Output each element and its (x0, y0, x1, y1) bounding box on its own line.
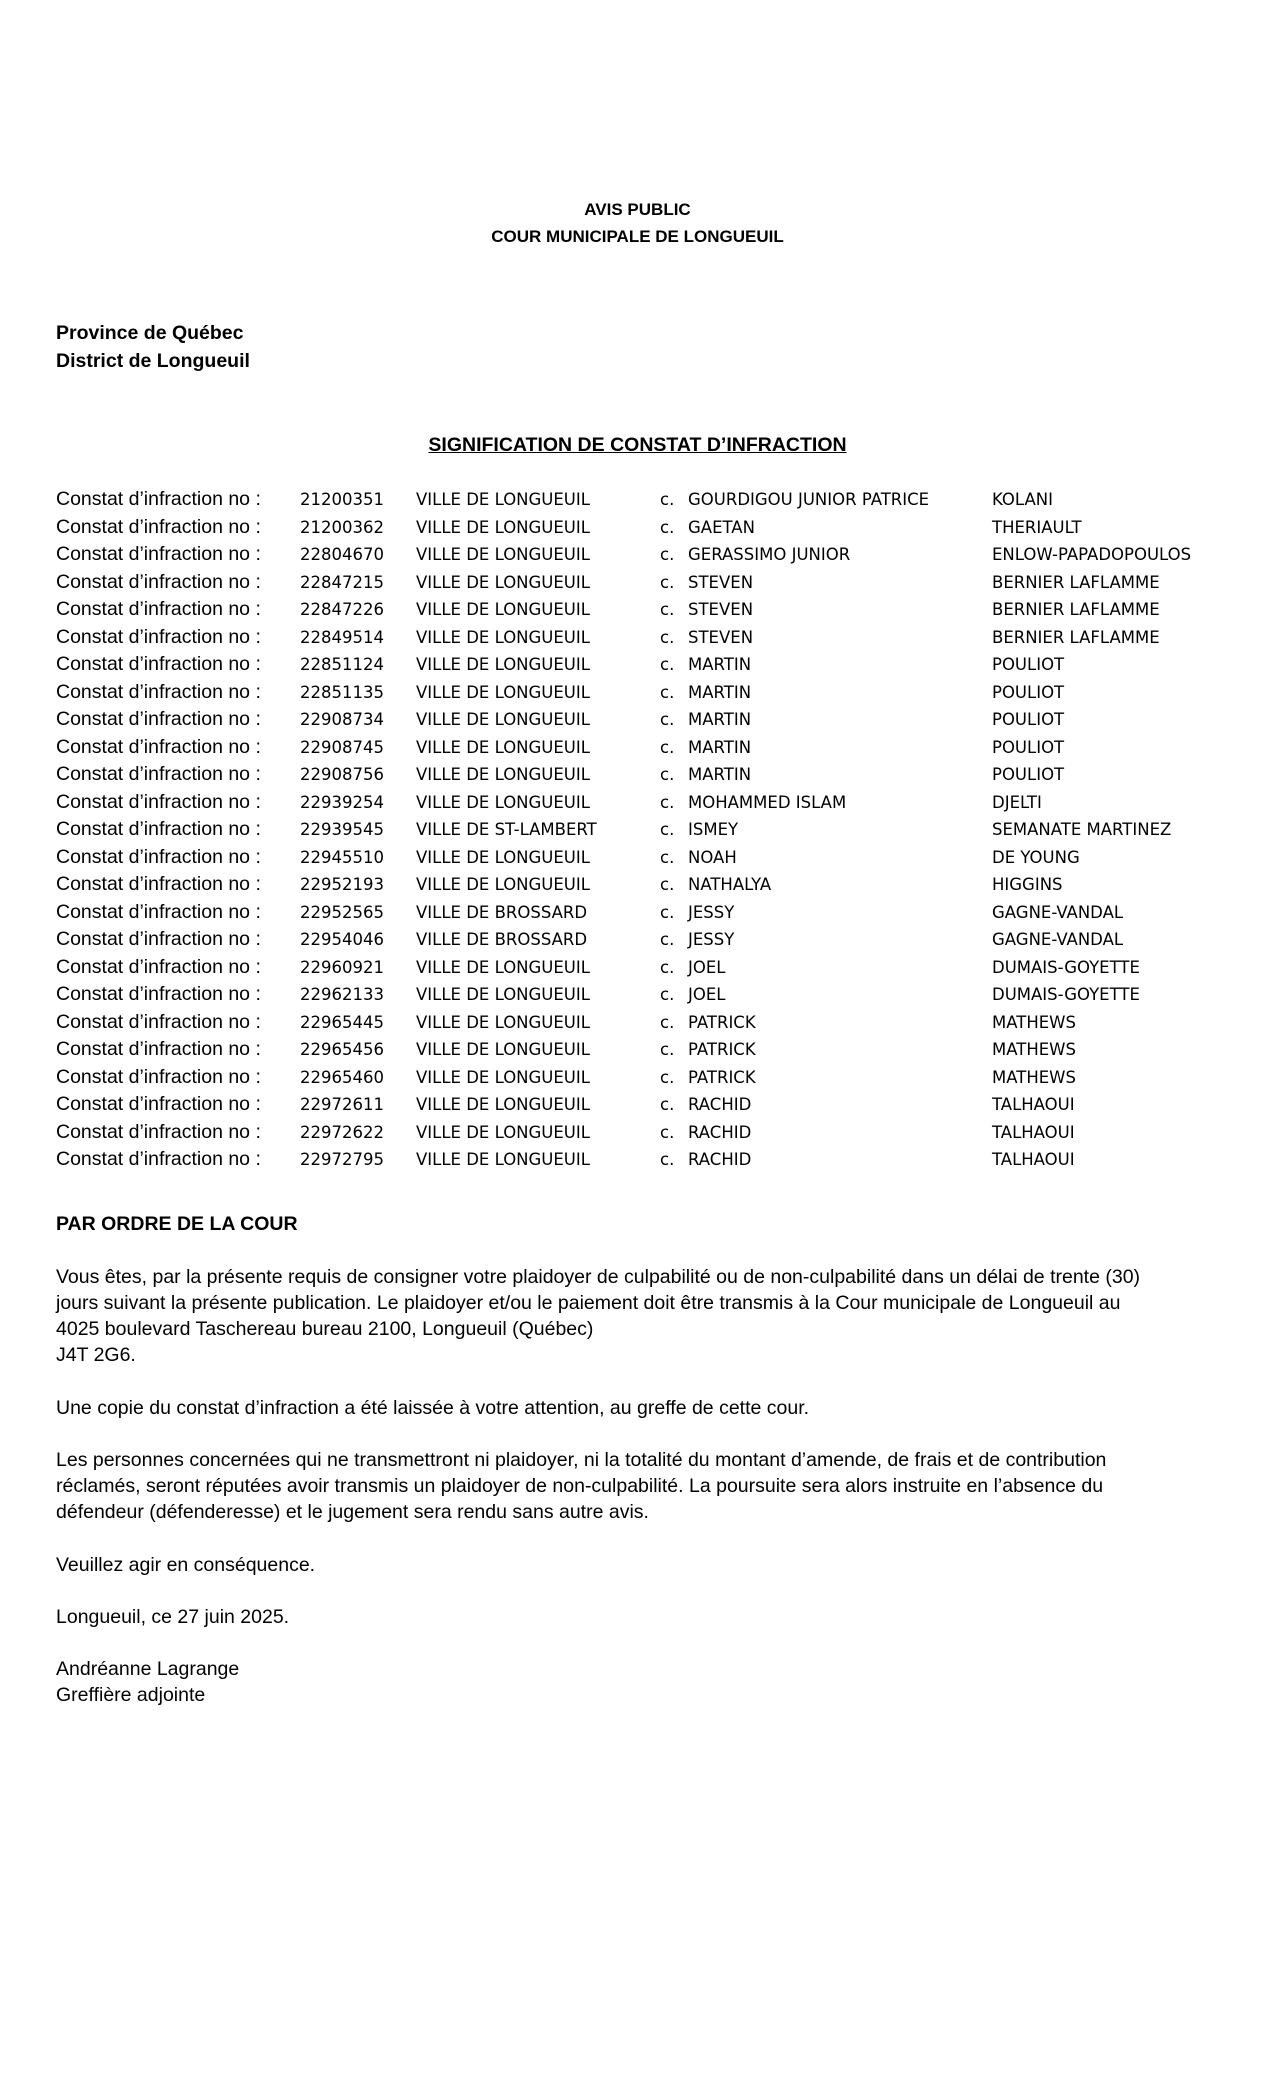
row-label: Constat d’infraction no : (56, 1010, 261, 1033)
defendant-last-name: MATHEWS (992, 1067, 1076, 1087)
defendant-first-name: MOHAMMED ISLAM (688, 792, 847, 812)
constat-number: 22849514 (300, 627, 384, 647)
paragraph-default-plea (56, 1447, 1226, 1525)
defendant-first-name: RACHID (688, 1150, 752, 1169)
plaintiff-city: VILLE DE LONGUEUIL (416, 1067, 590, 1087)
row-label: Constat d’infraction no : (56, 955, 261, 978)
versus-label: c. (660, 902, 675, 922)
plaintiff-city: VILLE DE ST-LAMBERT (416, 820, 597, 839)
versus-label: c. (660, 1067, 675, 1087)
versus-label: c. (660, 875, 675, 894)
plaintiff-city: VILLE DE LONGUEUIL (416, 600, 590, 619)
defendant-first-name: STEVEN (688, 600, 754, 619)
paragraph-copy-notice: Une copie du constat d’infraction a été laissée à votre attention, au greffe de cette cour. (56, 1397, 810, 1419)
versus-label: c. (660, 710, 675, 729)
constat-number: 22962133 (300, 985, 384, 1004)
versus-label: c. (660, 1122, 675, 1142)
plaintiff-city: VILLE DE LONGUEUIL (416, 545, 590, 564)
paragraph-line: jours suivant la présente publication. Le plaidoyer et/ou le paiement doit être transmis à la Cour municipale de Longueuil au (56, 1292, 1121, 1314)
constat-number: 22847226 (300, 600, 384, 619)
constat-number: 22952565 (300, 902, 384, 922)
plaintiff-city: VILLE DE LONGUEUIL (416, 847, 590, 867)
versus-label: c. (660, 572, 675, 592)
defendant-first-name: GOURDIGOU JUNIOR PATRICE (688, 490, 930, 509)
defendant-last-name: TALHAOUI (992, 1122, 1075, 1142)
defendant-last-name: POULIOT (992, 737, 1065, 757)
signatory-name: Andréanne Lagrange (56, 1658, 240, 1680)
paragraph-line: J4T 2G6. (56, 1344, 136, 1366)
paragraph-act-accordingly: Veuillez agir en conséquence. (56, 1554, 316, 1576)
row-label: Constat d’infraction no : (56, 570, 261, 593)
plaintiff-city: VILLE DE LONGUEUIL (416, 682, 590, 702)
defendant-last-name: BERNIER LAFLAMME (992, 600, 1160, 619)
defendant-last-name: MATHEWS (992, 1040, 1076, 1059)
constat-number: 22908756 (300, 765, 384, 784)
paragraph-line: Les personnes concernées qui ne transmettront ni plaidoyer, ni la totalité du montant d’amende, de frais et de contribution (56, 1449, 1107, 1471)
versus-label: c. (660, 682, 675, 702)
constat-number: 22965456 (300, 1040, 384, 1059)
defendant-first-name: STEVEN (688, 627, 754, 647)
row-label: Constat d’infraction no : (56, 680, 261, 703)
versus-label: c. (660, 627, 675, 647)
constat-number: 22908745 (300, 737, 384, 757)
paragraph-line: 4025 boulevard Taschereau bureau 2100, Longueuil (Québec) (56, 1318, 594, 1340)
paragraph-line: Vous êtes, par la présente requis de consigner votre plaidoyer de culpabilité ou de non-culpabilité dans un délai de trente (30) (56, 1266, 1141, 1288)
constat-number: 22939545 (300, 820, 384, 839)
plaintiff-city: VILLE DE LONGUEUIL (416, 1040, 590, 1059)
plaintiff-city: VILLE DE LONGUEUIL (416, 572, 590, 592)
constat-number: 22972622 (300, 1122, 384, 1142)
paragraph-line: réclamés, seront réputées avoir transmis un plaidoyer de non-culpabilité. La poursuite sera alors instruite en l’absence du (56, 1475, 1104, 1497)
plaintiff-city: VILLE DE LONGUEUIL (416, 985, 590, 1004)
defendant-first-name: RACHID (688, 1095, 752, 1114)
row-label: Constat d’infraction no : (56, 488, 261, 510)
constat-number: 22851124 (300, 655, 384, 674)
defendant-last-name: HIGGINS (992, 875, 1063, 894)
infraction-row (0, 1011, 1275, 1039)
defendant-last-name: GAGNE-VANDAL (992, 902, 1124, 922)
defendant-last-name: DUMAIS-GOYETTE (992, 957, 1140, 977)
defendant-last-name: POULIOT (992, 710, 1065, 729)
defendant-first-name: MARTIN (688, 682, 752, 702)
plaintiff-city: VILLE DE LONGUEUIL (416, 627, 590, 647)
defendant-last-name: TALHAOUI (992, 1095, 1075, 1114)
plaintiff-city: VILLE DE BROSSARD (416, 930, 588, 949)
defendant-first-name: JESSY (688, 930, 735, 949)
infraction-row (0, 516, 1275, 544)
row-label: Constat d’infraction no : (56, 763, 261, 785)
defendant-last-name: TALHAOUI (992, 1150, 1075, 1169)
plaintiff-city: VILLE DE LONGUEUIL (416, 875, 590, 894)
row-label: Constat d’infraction no : (56, 625, 261, 648)
constat-number: 22960921 (300, 957, 384, 977)
constat-number: 22847215 (300, 572, 384, 592)
defendant-first-name: MARTIN (688, 765, 752, 784)
defendant-first-name: PATRICK (688, 1012, 756, 1032)
versus-label: c. (660, 765, 675, 784)
defendant-last-name: GAGNE-VANDAL (992, 930, 1124, 949)
plaintiff-city: VILLE DE LONGUEUIL (416, 1150, 590, 1169)
defendant-first-name: PATRICK (688, 1067, 756, 1087)
versus-label: c. (660, 985, 675, 1004)
place-and-date: Longueuil, ce 27 juin 2025. (56, 1606, 290, 1628)
versus-label: c. (660, 1150, 675, 1169)
order-title: PAR ORDRE DE LA COUR (56, 1213, 298, 1235)
infraction-row (0, 1093, 1275, 1121)
infraction-row (0, 1121, 1275, 1149)
constat-number: 22965460 (300, 1067, 384, 1087)
defendant-first-name: ISMEY (688, 820, 739, 839)
infraction-row (0, 708, 1275, 736)
versus-label: c. (660, 930, 675, 949)
constat-number: 22939254 (300, 792, 384, 812)
row-label: Constat d’infraction no : (56, 983, 261, 1005)
defendant-first-name: MARTIN (688, 737, 752, 757)
row-label: Constat d’infraction no : (56, 543, 261, 565)
defendant-first-name: JOEL (688, 985, 726, 1004)
infraction-row (0, 653, 1275, 681)
row-label: Constat d’infraction no : (56, 735, 261, 758)
constat-number: 21200351 (300, 490, 384, 509)
notice-title: AVIS PUBLIC (584, 200, 691, 219)
row-label: Constat d’infraction no : (56, 928, 261, 950)
plaintiff-city: VILLE DE LONGUEUIL (416, 792, 590, 812)
defendant-last-name: MATHEWS (992, 1012, 1076, 1032)
defendant-last-name: KOLANI (992, 490, 1053, 509)
infraction-row (0, 873, 1275, 901)
defendant-last-name: ENLOW-PAPADOPOULOS (992, 545, 1192, 564)
infraction-row (0, 846, 1275, 874)
constat-number: 21200362 (300, 517, 384, 537)
defendant-last-name: THERIAULT (992, 517, 1082, 537)
versus-label: c. (660, 737, 675, 757)
defendant-first-name: STEVEN (688, 572, 754, 592)
infraction-row (0, 681, 1275, 709)
infraction-row (0, 763, 1275, 791)
versus-label: c. (660, 545, 675, 564)
signature-block (56, 1656, 1226, 1708)
row-label: Constat d’infraction no : (56, 1120, 261, 1143)
versus-label: c. (660, 847, 675, 867)
row-label: Constat d’infraction no : (56, 900, 261, 923)
constat-number: 22945510 (300, 847, 384, 867)
paragraph-line: défendeur (défenderesse) et le jugement sera rendu sans autre avis. (56, 1501, 649, 1523)
defendant-first-name: MARTIN (688, 655, 752, 674)
province-label: Province de Québec (56, 322, 244, 344)
infraction-row (0, 736, 1275, 764)
constat-number: 22851135 (300, 682, 384, 702)
row-label: Constat d’infraction no : (56, 790, 261, 813)
defendant-first-name: JOEL (688, 957, 726, 977)
infraction-row (0, 1066, 1275, 1094)
row-label: Constat d’infraction no : (56, 1038, 261, 1060)
versus-label: c. (660, 655, 675, 674)
infraction-row (0, 956, 1275, 984)
defendant-last-name: POULIOT (992, 655, 1065, 674)
district-label: District de Longueuil (56, 350, 250, 372)
infraction-row (0, 543, 1275, 571)
defendant-first-name: PATRICK (688, 1040, 756, 1059)
defendant-last-name: BERNIER LAFLAMME (992, 572, 1160, 592)
plaintiff-city: VILLE DE LONGUEUIL (416, 1122, 590, 1142)
plaintiff-city: VILLE DE LONGUEUIL (416, 1095, 590, 1114)
infraction-row (0, 1148, 1275, 1176)
defendant-first-name: GAETAN (688, 517, 755, 537)
row-label: Constat d’infraction no : (56, 818, 261, 840)
defendant-last-name: DJELTI (992, 792, 1042, 812)
defendant-last-name: SEMANATE MARTINEZ (992, 820, 1172, 839)
infraction-row (0, 928, 1275, 956)
defendant-last-name: POULIOT (992, 765, 1065, 784)
infraction-row (0, 901, 1275, 929)
defendant-first-name: RACHID (688, 1122, 752, 1142)
versus-label: c. (660, 792, 675, 812)
versus-label: c. (660, 1095, 675, 1114)
plaintiff-city: VILLE DE LONGUEUIL (416, 765, 590, 784)
court-name: COUR MUNICIPALE DE LONGUEUIL (491, 227, 784, 246)
section-title: SIGNIFICATION DE CONSTAT D’INFRACTION (428, 434, 847, 456)
infraction-row (0, 488, 1275, 516)
infraction-row (0, 818, 1275, 846)
defendant-first-name: NOAH (688, 847, 737, 867)
row-label: Constat d’infraction no : (56, 845, 261, 868)
plaintiff-city: VILLE DE LONGUEUIL (416, 655, 590, 674)
row-label: Constat d’infraction no : (56, 873, 261, 895)
infraction-row (0, 1038, 1275, 1066)
defendant-first-name: JESSY (688, 902, 735, 922)
plaintiff-city: VILLE DE LONGUEUIL (416, 517, 590, 537)
infraction-row (0, 983, 1275, 1011)
defendant-first-name: NATHALYA (688, 875, 772, 894)
constat-number: 22908734 (300, 710, 384, 729)
row-label: Constat d’infraction no : (56, 1093, 261, 1115)
constat-number: 22804670 (300, 545, 384, 564)
plaintiff-city: VILLE DE LONGUEUIL (416, 710, 590, 729)
defendant-first-name: MARTIN (688, 710, 752, 729)
defendant-last-name: DUMAIS-GOYETTE (992, 985, 1140, 1004)
row-label: Constat d’infraction no : (56, 653, 261, 675)
signatory-title: Greffière adjointe (56, 1684, 206, 1706)
plaintiff-city: VILLE DE BROSSARD (416, 902, 588, 922)
versus-label: c. (660, 1040, 675, 1059)
versus-label: c. (660, 820, 675, 839)
paragraph-plea-instructions (56, 1264, 1226, 1368)
defendant-last-name: POULIOT (992, 682, 1065, 702)
versus-label: c. (660, 957, 675, 977)
constat-number: 22954046 (300, 930, 384, 949)
row-label: Constat d’infraction no : (56, 515, 261, 538)
infraction-row (0, 571, 1275, 599)
versus-label: c. (660, 490, 675, 509)
defendant-first-name: GERASSIMO JUNIOR (688, 545, 851, 564)
versus-label: c. (660, 517, 675, 537)
row-label: Constat d’infraction no : (56, 1065, 261, 1088)
versus-label: c. (660, 600, 675, 619)
infraction-row (0, 626, 1275, 654)
constat-number: 22972795 (300, 1150, 384, 1169)
constat-number: 22972611 (300, 1095, 384, 1114)
plaintiff-city: VILLE DE LONGUEUIL (416, 957, 590, 977)
row-label: Constat d’infraction no : (56, 708, 261, 730)
row-label: Constat d’infraction no : (56, 598, 261, 620)
infraction-row (0, 791, 1275, 819)
constat-number: 22952193 (300, 875, 384, 894)
plaintiff-city: VILLE DE LONGUEUIL (416, 490, 590, 509)
plaintiff-city: VILLE DE LONGUEUIL (416, 1012, 590, 1032)
constat-number: 22965445 (300, 1012, 384, 1032)
defendant-last-name: DE YOUNG (992, 847, 1080, 867)
versus-label: c. (660, 1012, 675, 1032)
plaintiff-city: VILLE DE LONGUEUIL (416, 737, 590, 757)
infraction-row (0, 598, 1275, 626)
infraction-list (0, 488, 1275, 1176)
row-label: Constat d’infraction no : (56, 1148, 261, 1170)
defendant-last-name: BERNIER LAFLAMME (992, 627, 1160, 647)
